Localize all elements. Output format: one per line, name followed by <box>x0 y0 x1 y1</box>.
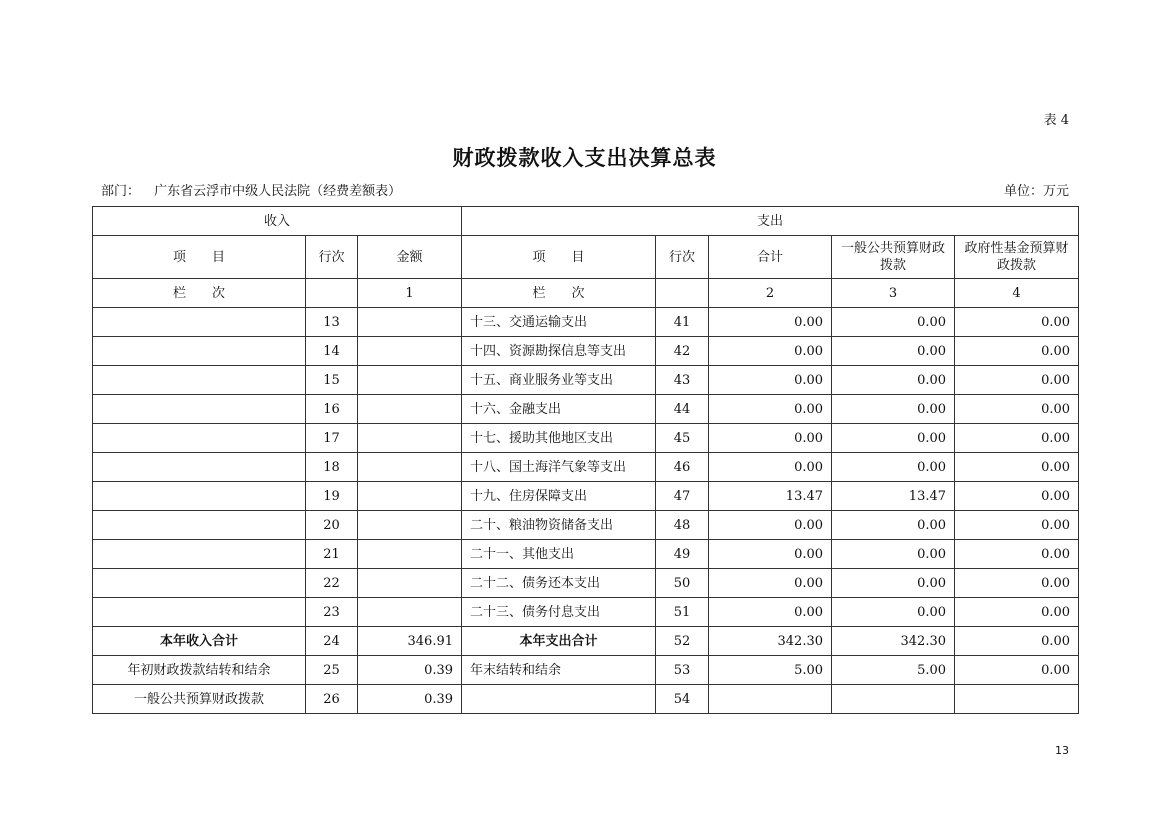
table-row <box>93 366 1079 395</box>
income-item-cell <box>93 395 306 424</box>
total-cell: 5.00 <box>709 656 832 685</box>
income-item-cell <box>93 511 306 540</box>
income-item-cell <box>93 366 306 395</box>
expense-rowno-header: 行次 <box>656 236 709 279</box>
expense-item-cell: 十九、住房保障支出 <box>462 482 656 511</box>
total-cell: 0.00 <box>709 424 832 453</box>
total-cell: 0.00 <box>709 540 832 569</box>
table-row <box>93 308 1079 337</box>
income-item-cell <box>93 540 306 569</box>
general-budget-cell: 0.00 <box>832 569 955 598</box>
total-cell: 0.00 <box>709 366 832 395</box>
income-item-cell <box>93 569 306 598</box>
column-label: 栏 次 <box>93 279 306 308</box>
gov-fund-cell: 0.00 <box>955 366 1079 395</box>
income-amount-cell <box>358 569 462 598</box>
table-row <box>93 598 1079 627</box>
gov-fund-cell: 0.00 <box>955 569 1079 598</box>
income-item-cell <box>93 598 306 627</box>
header-row-sections <box>93 207 1079 236</box>
income-rowno-cell: 18 <box>306 453 358 482</box>
page-number: 13 <box>1055 744 1069 757</box>
department-line <box>101 180 401 199</box>
expense-item-cell: 二十、粮油物资储备支出 <box>462 511 656 540</box>
general-budget-cell: 5.00 <box>832 656 955 685</box>
income-amount-cell <box>358 598 462 627</box>
income-rowno-cell: 22 <box>306 569 358 598</box>
gov-fund-cell: 0.00 <box>955 424 1079 453</box>
income-rowno-cell: 19 <box>306 482 358 511</box>
income-header: 收入 <box>93 207 462 236</box>
income-item-cell <box>93 453 306 482</box>
table-row <box>93 685 1079 714</box>
total-cell: 342.30 <box>709 627 832 656</box>
income-amount-cell <box>358 395 462 424</box>
income-rowno-cell: 16 <box>306 395 358 424</box>
expense-rowno-cell: 53 <box>656 656 709 685</box>
column-label-expense: 栏 次 <box>462 279 656 308</box>
column-index-2: 2 <box>709 279 832 308</box>
column-index-empty <box>656 279 709 308</box>
income-rowno-cell: 26 <box>306 685 358 714</box>
income-amount-cell <box>358 424 462 453</box>
income-amount-header: 金额 <box>358 236 462 279</box>
expense-item-cell: 十四、资源勘探信息等支出 <box>462 337 656 366</box>
expense-rowno-cell: 50 <box>656 569 709 598</box>
income-item-cell <box>93 337 306 366</box>
income-amount-cell <box>358 482 462 511</box>
total-cell <box>709 685 832 714</box>
expense-rowno-cell: 51 <box>656 598 709 627</box>
gov-fund-cell: 0.00 <box>955 308 1079 337</box>
income-amount-cell <box>358 337 462 366</box>
page-title: 财政拨款收入支出决算总表 <box>452 145 717 170</box>
total-cell: 0.00 <box>709 598 832 627</box>
table-row <box>93 627 1079 656</box>
general-budget-cell: 0.00 <box>832 337 955 366</box>
gov-fund-header: 政府性基金预算财政拨款 <box>955 236 1079 279</box>
table-row <box>93 337 1079 366</box>
expense-item-header: 项 目 <box>462 236 656 279</box>
income-item-cell <box>93 308 306 337</box>
expense-rowno-cell: 43 <box>656 366 709 395</box>
income-rowno-cell: 21 <box>306 540 358 569</box>
expense-item-cell <box>462 685 656 714</box>
column-index-empty <box>306 279 358 308</box>
general-budget-cell: 0.00 <box>832 453 955 482</box>
income-rowno-cell: 17 <box>306 424 358 453</box>
general-budget-cell: 0.00 <box>832 308 955 337</box>
expense-item-cell: 本年支出合计 <box>462 627 656 656</box>
general-budget-cell: 0.00 <box>832 424 955 453</box>
column-index-1: 1 <box>358 279 462 308</box>
income-rowno-cell: 15 <box>306 366 358 395</box>
expense-rowno-cell: 45 <box>656 424 709 453</box>
column-index-4: 4 <box>955 279 1079 308</box>
expense-rowno-cell: 42 <box>656 337 709 366</box>
general-budget-cell: 0.00 <box>832 511 955 540</box>
expense-rowno-cell: 48 <box>656 511 709 540</box>
expense-rowno-cell: 47 <box>656 482 709 511</box>
expense-item-cell: 年末结转和结余 <box>462 656 656 685</box>
expense-rowno-cell: 41 <box>656 308 709 337</box>
general-budget-cell: 342.30 <box>832 627 955 656</box>
gov-fund-cell: 0.00 <box>955 337 1079 366</box>
table-row <box>93 569 1079 598</box>
expense-item-cell: 二十一、其他支出 <box>462 540 656 569</box>
expense-item-cell: 二十二、债务还本支出 <box>462 569 656 598</box>
total-header: 合计 <box>709 236 832 279</box>
income-item-cell <box>93 482 306 511</box>
expense-item-cell: 十六、金融支出 <box>462 395 656 424</box>
unit-label: 单位：万元 <box>1003 184 1069 199</box>
department-label: 部门： <box>101 184 141 199</box>
income-rowno-cell: 23 <box>306 598 358 627</box>
expense-header: 支出 <box>462 207 1079 236</box>
income-amount-cell <box>358 308 462 337</box>
table-row <box>93 482 1079 511</box>
expense-item-cell: 十三、交通运输支出 <box>462 308 656 337</box>
general-budget-header: 一般公共预算财政拨款 <box>832 236 955 279</box>
general-budget-cell: 0.00 <box>832 540 955 569</box>
income-item-header: 项 目 <box>93 236 306 279</box>
expense-item-cell: 十八、国土海洋气象等支出 <box>462 453 656 482</box>
expense-item-cell: 十五、商业服务业等支出 <box>462 366 656 395</box>
income-rowno-cell: 14 <box>306 337 358 366</box>
total-cell: 13.47 <box>709 482 832 511</box>
gov-fund-cell: 0.00 <box>955 511 1079 540</box>
total-cell: 0.00 <box>709 569 832 598</box>
table-row <box>93 395 1079 424</box>
gov-fund-cell <box>955 685 1079 714</box>
gov-fund-cell: 0.00 <box>955 627 1079 656</box>
column-index-3: 3 <box>832 279 955 308</box>
general-budget-cell: 13.47 <box>832 482 955 511</box>
total-cell: 0.00 <box>709 308 832 337</box>
expense-rowno-cell: 46 <box>656 453 709 482</box>
general-budget-cell: 0.00 <box>832 395 955 424</box>
total-cell: 0.00 <box>709 395 832 424</box>
expense-rowno-cell: 49 <box>656 540 709 569</box>
expense-item-cell: 二十三、债务付息支出 <box>462 598 656 627</box>
expense-rowno-cell: 52 <box>656 627 709 656</box>
expense-rowno-cell: 54 <box>656 685 709 714</box>
income-rowno-cell: 25 <box>306 656 358 685</box>
income-amount-cell <box>358 540 462 569</box>
income-amount-cell <box>358 366 462 395</box>
gov-fund-cell: 0.00 <box>955 598 1079 627</box>
income-amount-cell <box>358 453 462 482</box>
income-amount-cell: 0.39 <box>358 685 462 714</box>
header-row-columns <box>93 236 1079 279</box>
total-cell: 0.00 <box>709 453 832 482</box>
table-row <box>93 656 1079 685</box>
header-row-column-index <box>93 279 1079 308</box>
gov-fund-cell: 0.00 <box>955 395 1079 424</box>
gov-fund-cell: 0.00 <box>955 540 1079 569</box>
income-item-cell: 一般公共预算财政拨款 <box>93 685 306 714</box>
table-row <box>93 540 1079 569</box>
table-row <box>93 453 1079 482</box>
general-budget-cell <box>832 685 955 714</box>
income-item-cell: 年初财政拨款结转和结余 <box>93 656 306 685</box>
income-amount-cell <box>358 511 462 540</box>
income-amount-cell: 346.91 <box>358 627 462 656</box>
gov-fund-cell: 0.00 <box>955 453 1079 482</box>
total-cell: 0.00 <box>709 511 832 540</box>
income-item-cell <box>93 424 306 453</box>
table-row <box>93 511 1079 540</box>
general-budget-cell: 0.00 <box>832 366 955 395</box>
fiscal-appropriation-table <box>92 206 1079 714</box>
income-amount-cell: 0.39 <box>358 656 462 685</box>
department-name: 广东省云浮市中级人民法院（经费差额表） <box>154 184 402 199</box>
general-budget-cell: 0.00 <box>832 598 955 627</box>
table-row <box>93 424 1079 453</box>
expense-item-cell: 十七、援助其他地区支出 <box>462 424 656 453</box>
table-number: 表 4 <box>1043 113 1069 128</box>
income-item-cell: 本年收入合计 <box>93 627 306 656</box>
gov-fund-cell: 0.00 <box>955 656 1079 685</box>
total-cell: 0.00 <box>709 337 832 366</box>
income-rowno-header: 行次 <box>306 236 358 279</box>
income-rowno-cell: 24 <box>306 627 358 656</box>
income-rowno-cell: 13 <box>306 308 358 337</box>
expense-rowno-cell: 44 <box>656 395 709 424</box>
gov-fund-cell: 0.00 <box>955 482 1079 511</box>
income-rowno-cell: 20 <box>306 511 358 540</box>
